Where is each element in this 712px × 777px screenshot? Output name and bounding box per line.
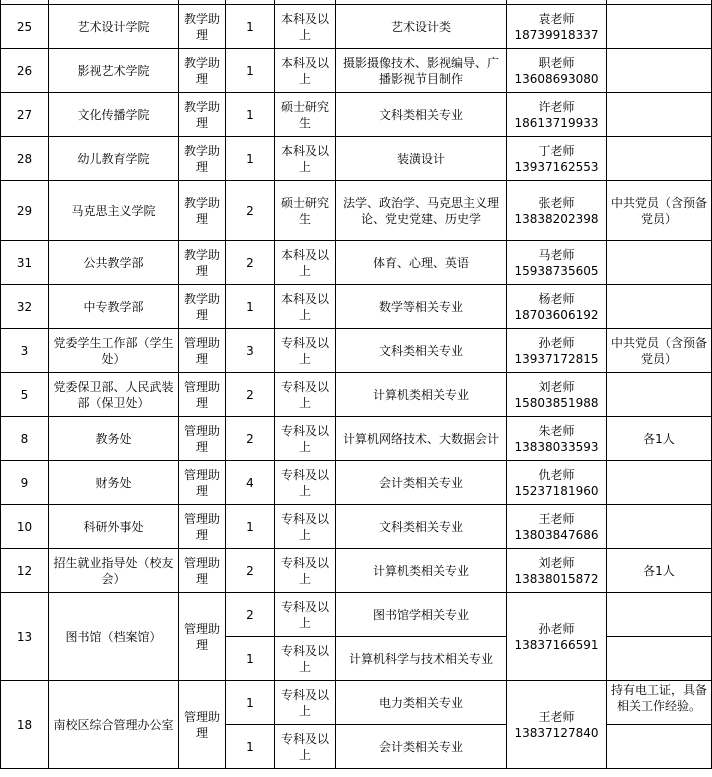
cell-count: 1 <box>226 637 275 681</box>
cell-no: 8 <box>1 417 49 461</box>
cell-contact <box>507 241 607 285</box>
cell-no: 25 <box>1 5 49 49</box>
cell-no: 18 <box>1 681 49 769</box>
contact-name: 仇老师 <box>538 467 575 482</box>
cell-count: 2 <box>226 373 275 417</box>
contact-name: 张老师 <box>538 195 575 210</box>
cell-major: 会计类相关专业 <box>336 725 507 769</box>
cell-edu: 本科及以上 <box>275 49 336 93</box>
cell-dept: 教务处 <box>49 417 179 461</box>
cell-contact <box>507 417 607 461</box>
cell-pos: 教学助理 <box>179 285 226 329</box>
table-row <box>1 5 712 49</box>
cell-edu: 本科及以上 <box>275 285 336 329</box>
cell-dept: 中专教学部 <box>49 285 179 329</box>
cell-contact <box>507 549 607 593</box>
cell-edu: 专科及以上 <box>275 549 336 593</box>
contact-phone: 13608693080 <box>514 71 599 86</box>
contact-name: 丁老师 <box>538 143 575 158</box>
cell-count: 1 <box>226 285 275 329</box>
contact-name: 职老师 <box>538 55 575 70</box>
cell-edu: 专科及以上 <box>275 593 336 637</box>
cell-dept: 影视艺术学院 <box>49 49 179 93</box>
cell-dept: 艺术设计学院 <box>49 5 179 49</box>
contact-phone: 13803847686 <box>514 527 599 542</box>
cell-remark <box>607 725 712 769</box>
cell-no: 5 <box>1 373 49 417</box>
cell-no: 32 <box>1 285 49 329</box>
cell-pos: 教学助理 <box>179 5 226 49</box>
cell-major: 计算机类相关专业 <box>336 549 507 593</box>
cell-remark <box>607 637 712 681</box>
cell-dept: 图书馆（档案馆） <box>49 593 179 681</box>
cell-pos: 教学助理 <box>179 137 226 181</box>
cell-dept: 公共教学部 <box>49 241 179 285</box>
cell-major: 摄影摄像技术、影视编导、广播影视节目制作 <box>336 49 507 93</box>
cell-no: 28 <box>1 137 49 181</box>
cell-contact <box>507 681 607 769</box>
cell-contact <box>507 49 607 93</box>
contact-name: 马老师 <box>538 247 575 262</box>
cell-remark <box>607 505 712 549</box>
cell-contact <box>507 5 607 49</box>
cell-edu: 硕士研究生 <box>275 93 336 137</box>
table-row <box>1 505 712 549</box>
cell-no: 10 <box>1 505 49 549</box>
cell-no: 3 <box>1 329 49 373</box>
cell-no: 9 <box>1 461 49 505</box>
cell-pos: 管理助理 <box>179 373 226 417</box>
cell-edu: 硕士研究生 <box>275 181 336 241</box>
cell-no: 13 <box>1 593 49 681</box>
contact-name: 王老师 <box>538 511 575 526</box>
contact-name: 许老师 <box>538 99 575 114</box>
cell-contact <box>507 285 607 329</box>
contact-phone: 18613719933 <box>514 115 599 130</box>
contact-name: 孙老师 <box>538 335 575 350</box>
contact-name: 刘老师 <box>538 379 575 394</box>
cell-major: 艺术设计类 <box>336 5 507 49</box>
cell-contact <box>507 137 607 181</box>
contact-phone: 15237181960 <box>514 483 599 498</box>
contact-name: 袁老师 <box>538 11 575 26</box>
cell-major: 文科类相关专业 <box>336 93 507 137</box>
contact-phone: 13838033593 <box>514 439 599 454</box>
cell-major: 会计类相关专业 <box>336 461 507 505</box>
table-row <box>1 285 712 329</box>
cell-pos: 管理助理 <box>179 461 226 505</box>
cell-count: 2 <box>226 549 275 593</box>
contact-phone: 13838202398 <box>514 211 599 226</box>
cell-major: 数学等相关专业 <box>336 285 507 329</box>
cell-no: 27 <box>1 93 49 137</box>
contact-phone: 15803851988 <box>514 395 599 410</box>
cell-remark <box>607 93 712 137</box>
cell-dept: 科研外事处 <box>49 505 179 549</box>
cell-pos: 教学助理 <box>179 93 226 137</box>
cell-major: 图书馆学相关专业 <box>336 593 507 637</box>
contact-phone: 18739918337 <box>514 27 599 42</box>
cell-contact <box>507 329 607 373</box>
cell-remark <box>607 5 712 49</box>
contact-name: 王老师 <box>538 709 575 724</box>
cell-count: 1 <box>226 49 275 93</box>
cell-edu: 专科及以上 <box>275 637 336 681</box>
cell-contact <box>507 93 607 137</box>
cell-dept: 党委学生工作部（学生处） <box>49 329 179 373</box>
contact-name: 刘老师 <box>538 555 575 570</box>
cell-remark <box>607 593 712 637</box>
cell-dept: 招生就业指导处（校友会） <box>49 549 179 593</box>
cell-contact <box>507 593 607 681</box>
table-row-campus <box>1 681 712 725</box>
contact-name: 杨老师 <box>538 291 575 306</box>
contact-phone: 13937162553 <box>514 159 599 174</box>
cell-major: 计算机网络技术、大数据会计 <box>336 417 507 461</box>
cell-major: 装潢设计 <box>336 137 507 181</box>
contact-phone: 13838015872 <box>514 571 599 586</box>
cell-count: 2 <box>226 593 275 637</box>
cell-edu: 专科及以上 <box>275 461 336 505</box>
cell-count: 2 <box>226 241 275 285</box>
cell-edu: 本科及以上 <box>275 137 336 181</box>
cell-pos: 管理助理 <box>179 549 226 593</box>
table-row <box>1 181 712 241</box>
table-row <box>1 137 712 181</box>
cell-no: 26 <box>1 49 49 93</box>
cell-dept: 党委保卫部、人民武装部（保卫处） <box>49 373 179 417</box>
cell-remark: 中共党员（含预备党员） <box>607 329 712 373</box>
table-row <box>1 461 712 505</box>
table-row <box>1 93 712 137</box>
table-row <box>1 373 712 417</box>
cell-dept: 幼儿教育学院 <box>49 137 179 181</box>
cell-count: 2 <box>226 417 275 461</box>
cell-edu: 专科及以上 <box>275 505 336 549</box>
cell-dept: 马克思主义学院 <box>49 181 179 241</box>
cell-major: 计算机类相关专业 <box>336 373 507 417</box>
cell-pos: 管理助理 <box>179 681 226 769</box>
cell-edu: 专科及以上 <box>275 329 336 373</box>
cell-count: 2 <box>226 181 275 241</box>
cell-edu: 专科及以上 <box>275 725 336 769</box>
cell-remark <box>607 241 712 285</box>
cell-count: 4 <box>226 461 275 505</box>
cell-dept: 南校区综合管理办公室 <box>49 681 179 769</box>
contact-phone: 13937172815 <box>514 351 599 366</box>
cell-major: 法学、政治学、马克思主义理论、党史党建、历史学 <box>336 181 507 241</box>
cell-count: 3 <box>226 329 275 373</box>
cell-edu: 专科及以上 <box>275 373 336 417</box>
cell-remark <box>607 49 712 93</box>
cell-count: 1 <box>226 681 275 725</box>
cell-major: 文科类相关专业 <box>336 505 507 549</box>
cell-remark <box>607 285 712 329</box>
cell-remark <box>607 137 712 181</box>
cell-edu: 本科及以上 <box>275 5 336 49</box>
cell-remark: 各1人 <box>607 417 712 461</box>
cell-edu: 专科及以上 <box>275 417 336 461</box>
cell-major: 计算机科学与技术相关专业 <box>336 637 507 681</box>
contact-phone: 15938735605 <box>514 263 599 278</box>
cell-pos: 教学助理 <box>179 181 226 241</box>
cell-pos: 管理助理 <box>179 417 226 461</box>
cell-pos: 教学助理 <box>179 49 226 93</box>
cell-pos: 管理助理 <box>179 593 226 681</box>
cell-remark <box>607 373 712 417</box>
cell-remark: 中共党员（含预备党员） <box>607 181 712 241</box>
cell-no: 31 <box>1 241 49 285</box>
cell-pos: 教学助理 <box>179 241 226 285</box>
cell-contact <box>507 373 607 417</box>
cell-pos: 管理助理 <box>179 329 226 373</box>
table-row-library <box>1 593 712 637</box>
table-row <box>1 241 712 285</box>
cell-no: 12 <box>1 549 49 593</box>
cell-dept: 财务处 <box>49 461 179 505</box>
cell-contact <box>507 505 607 549</box>
cell-remark: 各1人 <box>607 549 712 593</box>
table-row <box>1 417 712 461</box>
cell-count: 1 <box>226 5 275 49</box>
contact-phone: 13837127840 <box>514 725 599 740</box>
cell-contact <box>507 461 607 505</box>
cell-count: 1 <box>226 505 275 549</box>
cell-major: 电力类相关专业 <box>336 681 507 725</box>
cell-count: 1 <box>226 725 275 769</box>
table-row <box>1 549 712 593</box>
cell-pos: 管理助理 <box>179 505 226 549</box>
cell-remark: 持有电工证，具备相关工作经验。 <box>607 681 712 725</box>
contact-name: 孙老师 <box>538 621 575 636</box>
cell-major: 文科类相关专业 <box>336 329 507 373</box>
cell-remark <box>607 461 712 505</box>
contact-phone: 13837166591 <box>514 637 599 652</box>
table-row <box>1 49 712 93</box>
cell-count: 1 <box>226 137 275 181</box>
contact-phone: 18703606192 <box>514 307 599 322</box>
cell-edu: 专科及以上 <box>275 681 336 725</box>
cell-count: 1 <box>226 93 275 137</box>
cell-major: 体育、心理、英语 <box>336 241 507 285</box>
cell-no: 29 <box>1 181 49 241</box>
cell-edu: 本科及以上 <box>275 241 336 285</box>
cell-contact <box>507 181 607 241</box>
contact-name: 朱老师 <box>538 423 575 438</box>
table-row <box>1 329 712 373</box>
cell-dept: 文化传播学院 <box>49 93 179 137</box>
